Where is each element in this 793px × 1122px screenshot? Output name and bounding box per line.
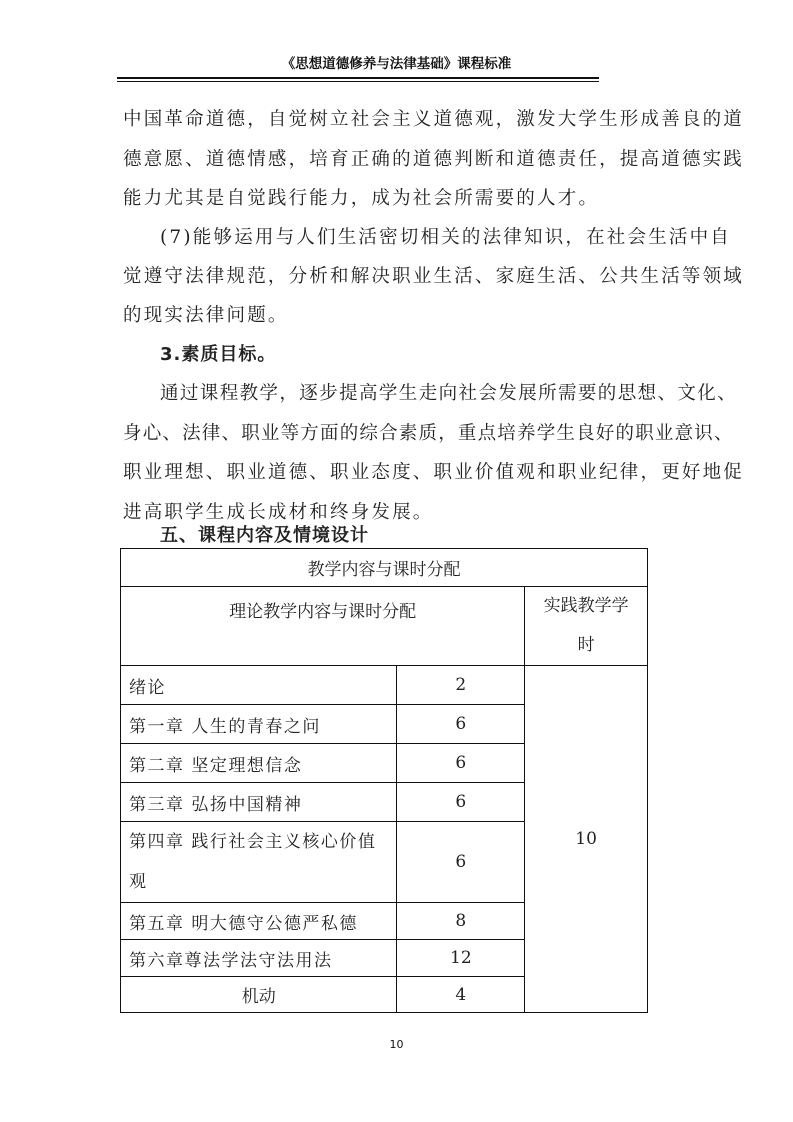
header-rule-thin [117,81,599,82]
hours-cell: 6 [397,744,525,783]
practice-header-line2: 时 [577,635,595,655]
practice-hours-cell: 10 [525,666,648,1013]
practice-header-line1: 实践教学学 [543,596,629,616]
section-heading: 五、课程内容及情境设计 [160,525,369,546]
content-cell: 机动 [121,977,397,1013]
theory-header: 理论教学内容与课时分配 [121,587,525,666]
hours-cell: 12 [397,940,525,977]
hours-cell: 6 [397,822,525,903]
content-cell: 第三章 弘扬中国精神 [121,783,397,822]
table-row [121,666,648,705]
content-cell: 绪论 [121,666,397,705]
running-header: 《思想道德修养与法律基础》课程标准 [281,56,512,72]
paragraph-line: 通过课程教学，逐步提高学生走向社会发展所需要的思想、文化、 [160,383,738,404]
page-number: 10 [389,1038,404,1051]
hours-cell: 6 [397,783,525,822]
paragraph-line: 的现实法律问题。 [123,305,289,326]
content-cell: 第二章 坚定理想信念 [121,744,397,783]
paragraph-line: 身心、法律、职业等方面的综合素质，重点培养学生良好的职业意识、 [123,423,734,444]
content-cell-line2: 观 [129,872,148,892]
hours-cell: 2 [397,666,525,705]
content-cell [121,822,397,903]
paragraph-line: 德意愿、道德情感，培育正确的道德判断和道德责任，提高道德实践 [123,149,745,170]
content-cell: 第一章 人生的青春之问 [121,705,397,744]
content-cell: 第六章尊法学法守法用法 [121,940,397,977]
table-title: 教学内容与课时分配 [121,549,648,587]
practice-header [525,587,648,666]
content-cell-line1: 第四章 践行社会主义核心价值 [129,832,377,852]
paragraph-line: 职业理想、职业道德、职业态度、职业价值观和职业纪律，更好地促 [123,462,745,483]
course-content-table [120,548,648,1013]
paragraph-line: (7)能够运用与人们生活密切相关的法律知识，在社会生活中自 [160,227,732,248]
paragraph-line: 能力尤其是自觉践行能力，成为社会所需要的人才。 [123,188,600,209]
paragraph-line: 觉遵守法律规范，分析和解决职业生活、家庭生活、公共生活等领域 [123,266,745,287]
paragraph-line: 中国革命道德，自觉树立社会主义道德观，激发大学生形成善良的道 [123,109,745,130]
hours-cell: 6 [397,705,525,744]
header-rule-thick [117,77,599,79]
hours-cell: 8 [397,903,525,940]
subheading-quality-goals: 3.素质目标。 [160,344,277,365]
content-cell: 第五章 明大德守公德严私德 [121,903,397,940]
hours-cell: 4 [397,977,525,1013]
paragraph-line: 进高职学生成长成材和终身发展。 [123,502,434,523]
